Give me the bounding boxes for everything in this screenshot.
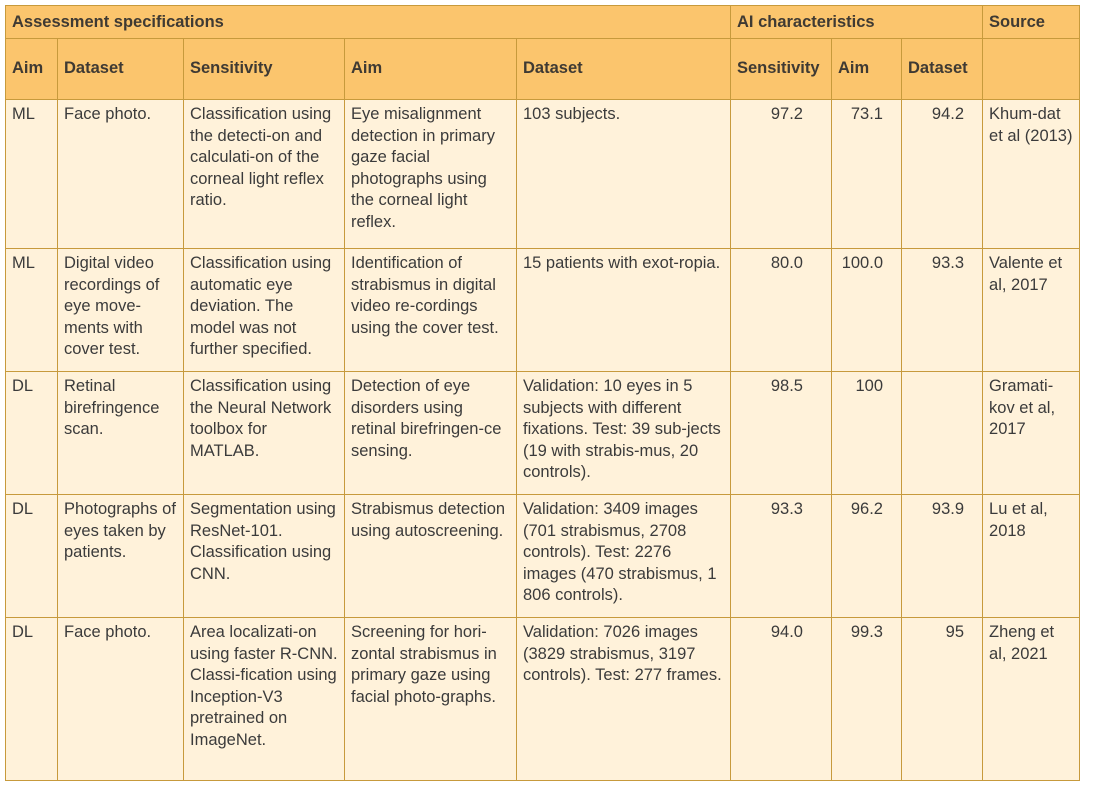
cell-type: ML	[6, 249, 58, 372]
column-header: Dataset	[902, 39, 983, 100]
cell-data: Face photo.	[58, 100, 184, 249]
cell-method: Area localizati-on using faster R-CNN. Classi-fication using Inception-V3 pretrained on ImageNet.	[184, 618, 345, 781]
table-row	[6, 372, 1080, 495]
cell-dataset: Validation: 3409 images (701 strabismus, 2708 controls). Test: 2276 images (470 strabismus, 1 806 controls).	[517, 495, 731, 618]
cell-accuracy: 95	[902, 618, 983, 781]
table-row	[6, 249, 1080, 372]
cell-method: Classification using automatic eye deviation. The model was not further specified.	[184, 249, 345, 372]
cell-dataset: 15 patients with exot-ropia.	[517, 249, 731, 372]
table-row	[6, 495, 1080, 618]
group-header-ai: AI characteristics	[731, 6, 983, 39]
cell-sensitivity: 93.3	[731, 495, 832, 618]
cell-source: Valente et al, 2017	[983, 249, 1080, 372]
cell-data: Digital video recordings of eye move-ments with cover test.	[58, 249, 184, 372]
cell-dataset: 103 subjects.	[517, 100, 731, 249]
cell-specificity: 100.0	[832, 249, 902, 372]
group-header-assessment: Assessment specifications	[6, 6, 731, 39]
cell-aim: Detection of eye disorders using retinal birefringen-ce sensing.	[345, 372, 517, 495]
cell-accuracy	[902, 372, 983, 495]
cell-data: Face photo.	[58, 618, 184, 781]
cell-specificity: 99.3	[832, 618, 902, 781]
column-header	[983, 39, 1080, 100]
column-header-row	[6, 39, 1080, 100]
column-header: Sensitivity	[184, 39, 345, 100]
cell-method: Segmentation using ResNet-101. Classification using CNN.	[184, 495, 345, 618]
column-header: Dataset	[58, 39, 184, 100]
cell-specificity: 96.2	[832, 495, 902, 618]
cell-type: DL	[6, 372, 58, 495]
cell-method: Classification using the detecti-on and calculati-on of the corneal light reflex ratio.	[184, 100, 345, 249]
cell-type: ML	[6, 100, 58, 249]
column-header: Aim	[345, 39, 517, 100]
group-header-row	[6, 6, 1080, 39]
cell-data: Photographs of eyes taken by patients.	[58, 495, 184, 618]
column-header: Aim	[832, 39, 902, 100]
cell-aim: Eye misalignment detection in primary gaze facial photographs using the corneal light reflex.	[345, 100, 517, 249]
cell-accuracy: 93.3	[902, 249, 983, 372]
column-header: Dataset	[517, 39, 731, 100]
cell-source: Khum-dat et al (2013)	[983, 100, 1080, 249]
table-row	[6, 618, 1080, 781]
cell-accuracy: 94.2	[902, 100, 983, 249]
cell-source: Gramati-kov et al, 2017	[983, 372, 1080, 495]
cell-type: DL	[6, 495, 58, 618]
cell-type: DL	[6, 618, 58, 781]
cell-data: Retinal birefringence scan.	[58, 372, 184, 495]
group-header-source: Source	[983, 6, 1080, 39]
cell-sensitivity: 97.2	[731, 100, 832, 249]
cell-method: Classification using the Neural Network toolbox for MATLAB.	[184, 372, 345, 495]
cell-specificity: 100	[832, 372, 902, 495]
cell-aim: Screening for hori-zontal strabismus in primary gaze using facial photo-graphs.	[345, 618, 517, 781]
column-header: Aim	[6, 39, 58, 100]
cell-sensitivity: 94.0	[731, 618, 832, 781]
cell-aim: Identification of strabismus in digital video re-cordings using the cover test.	[345, 249, 517, 372]
results-table	[5, 5, 1080, 781]
column-header: Sensitivity	[731, 39, 832, 100]
cell-specificity: 73.1	[832, 100, 902, 249]
cell-sensitivity: 98.5	[731, 372, 832, 495]
cell-accuracy: 93.9	[902, 495, 983, 618]
cell-aim: Strabismus detection using autoscreening.	[345, 495, 517, 618]
table-row	[6, 100, 1080, 249]
cell-dataset: Validation: 10 eyes in 5 subjects with different fixations. Test: 39 sub-jects (19 with strabis-mus, 20 controls).	[517, 372, 731, 495]
cell-source: Zheng et al, 2021	[983, 618, 1080, 781]
cell-sensitivity: 80.0	[731, 249, 832, 372]
cell-dataset: Validation: 7026 images (3829 strabismus, 3197 controls). Test: 277 frames.	[517, 618, 731, 781]
cell-source: Lu et al, 2018	[983, 495, 1080, 618]
